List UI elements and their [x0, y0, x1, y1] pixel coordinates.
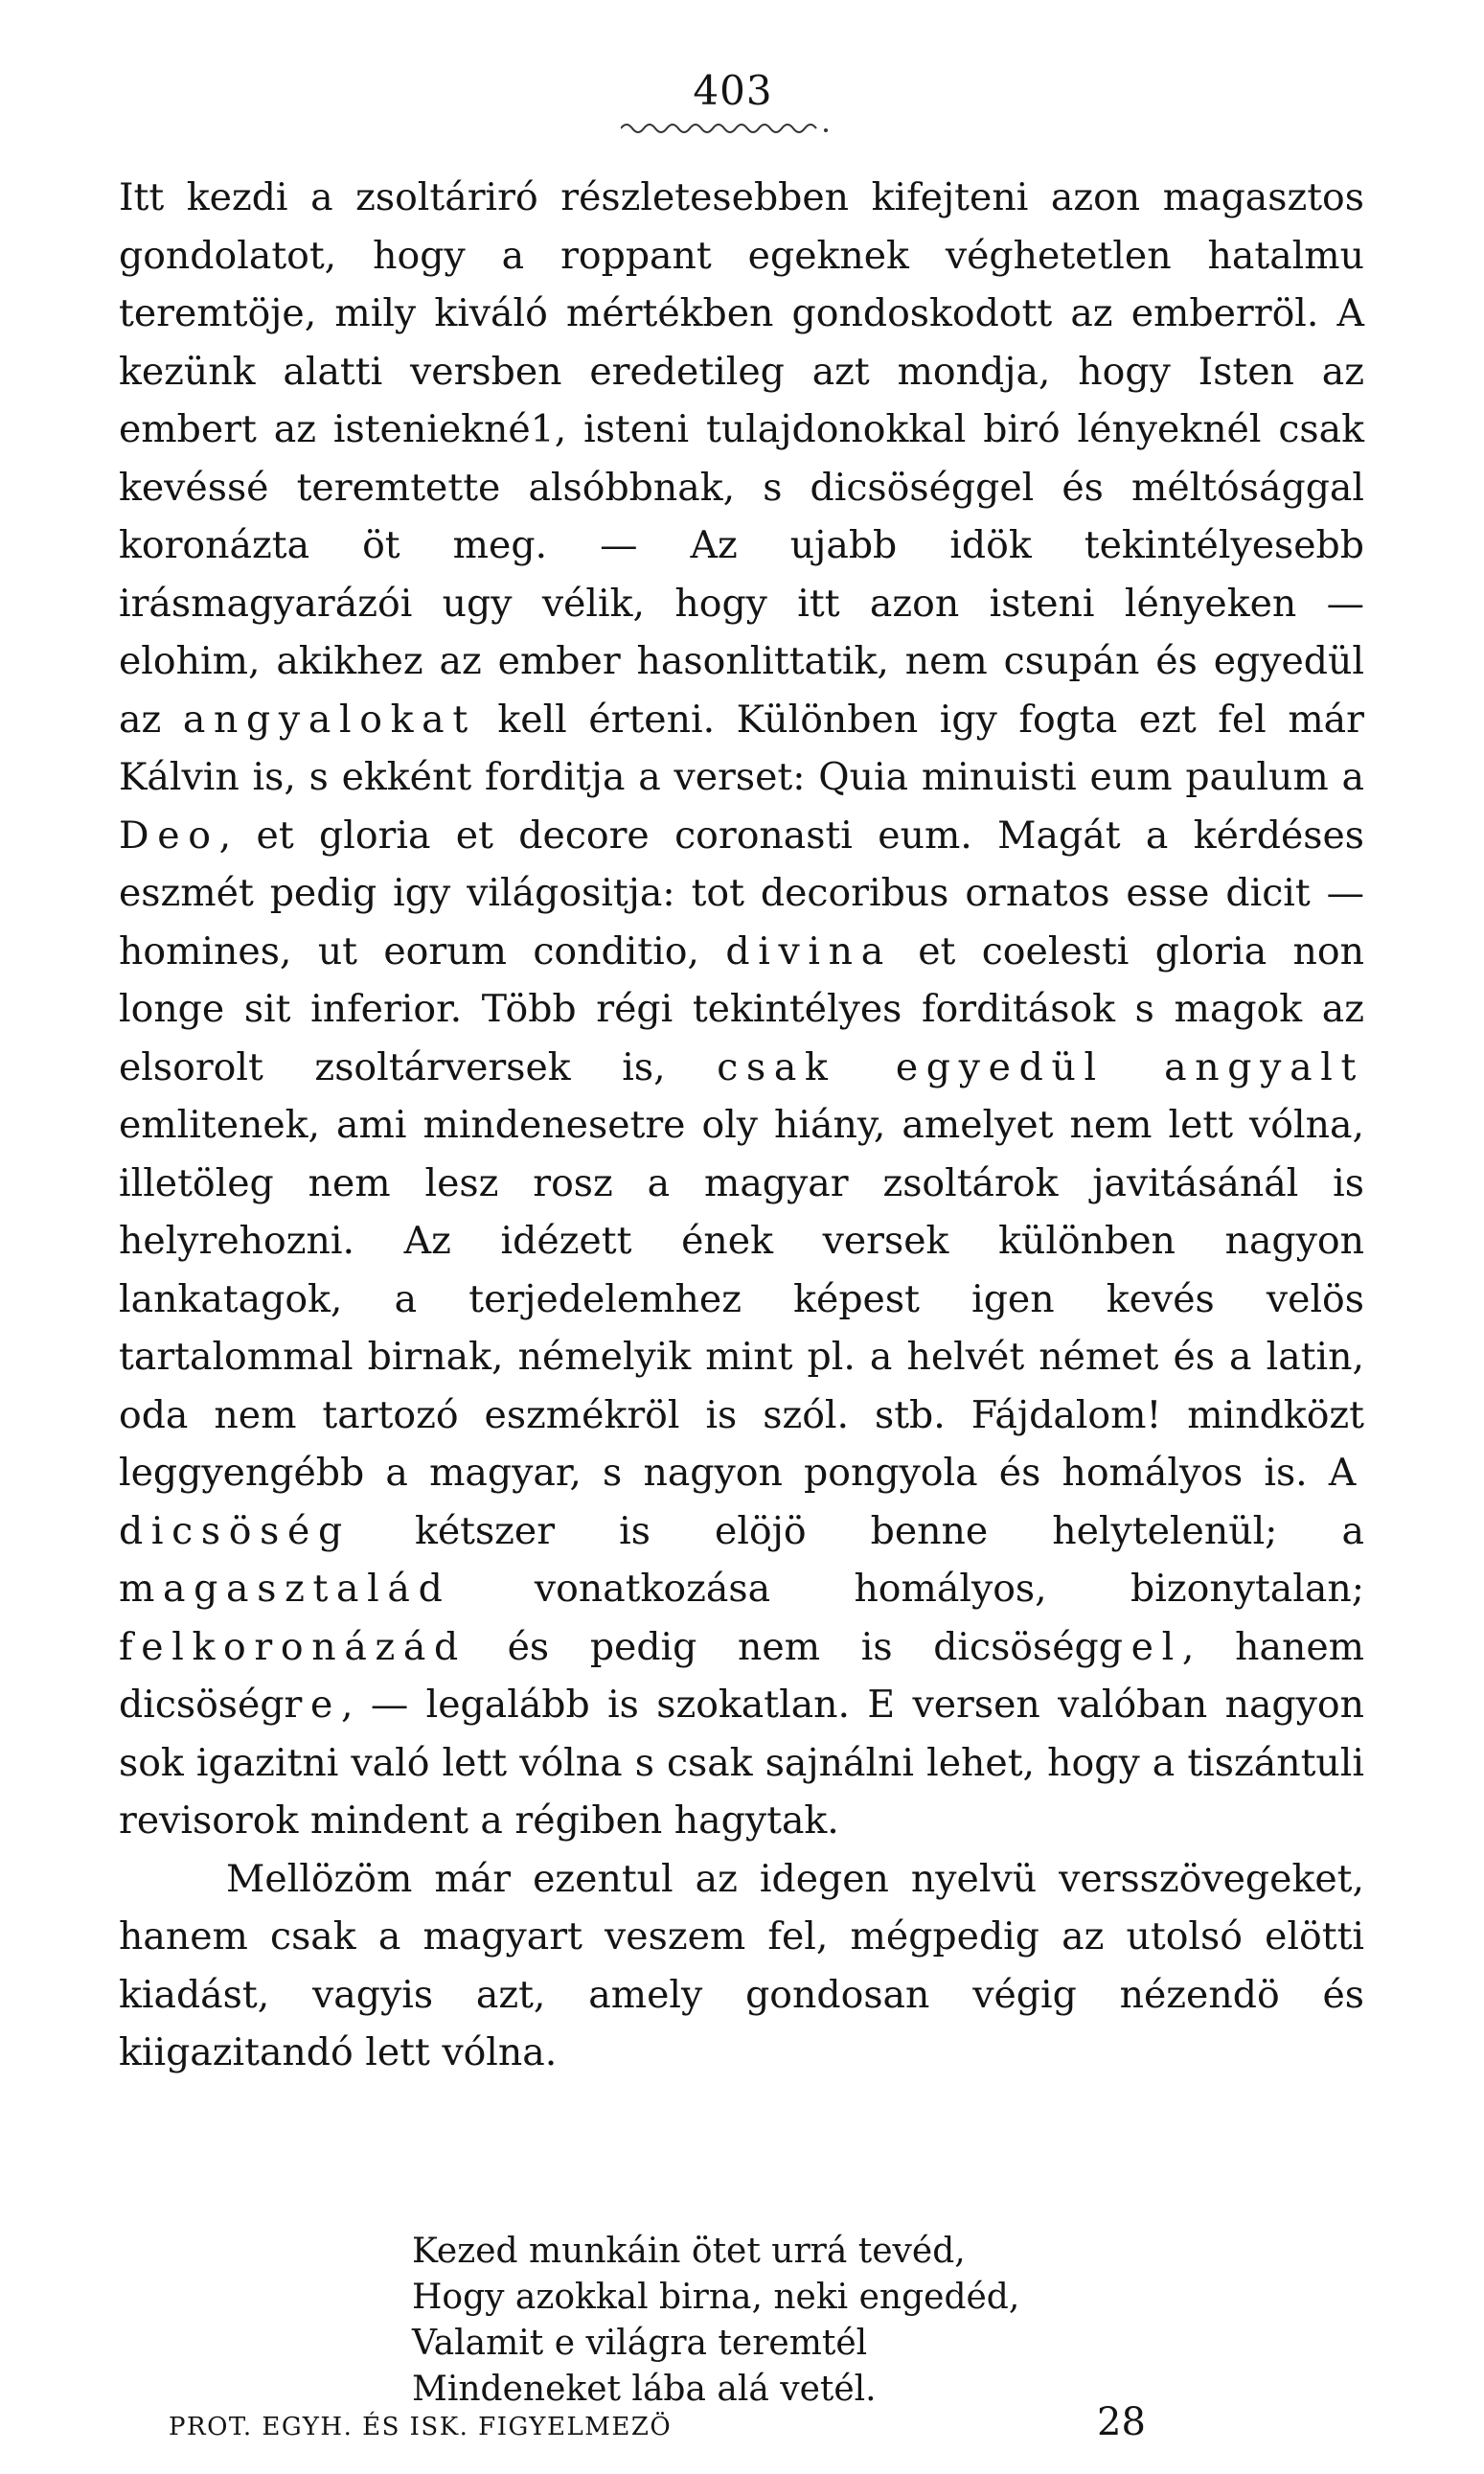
emphasis-divina: divina — [725, 928, 892, 974]
text-run: és pedig nem is dicsöség — [507, 1624, 1099, 1669]
verse-block — [412, 2229, 1019, 2413]
verse-line: Mindeneket lába alá vetél. — [412, 2370, 877, 2409]
emphasis-csak-egyedul-angyalt: csak egyedül angyalt — [717, 1044, 1364, 1089]
footer-journal-title: PROT. EGYH. ÉS ISK. FIGYELMEZÖ — [169, 2413, 673, 2441]
main-text — [119, 169, 1364, 2082]
emphasis-magasztalad: magasztalád — [119, 1567, 451, 1611]
verse-line: Kezed munkáin ötet urrá tevéd, — [412, 2232, 966, 2271]
emphasis-gel: gel — [1098, 1624, 1182, 1669]
emphasis-felkoronazad: felkoronázád — [119, 1624, 467, 1669]
page-number: 403 — [693, 67, 773, 114]
emphasis-re: re — [284, 1683, 342, 1727]
verse-line: Valamit e világra teremtél — [412, 2324, 868, 2363]
text-run: Itt kezdi a zsoltáriró részletesebben kifejteni azon magasztos gondolatot, hogy a roppant egeknek véghetetlen hatalmu teremtöje, mily kiváló mértékben gondoskodott az emberröl. A kezünk alatti versben eredetileg azt mondja, hogy Isten az embert az isteniekné1, isteni tulajdonokkal biró lényeknél csak kevéssé teremtette alsóbbnak, s dicsöséggel és méltósággal koronázta öt meg. — Az ujabb idök tekintélyesebb irásmagyarázói ugy vélik, hogy itt azon isteni lényeken — elohim, akikhez az ember hasonlittatik, nem csupán és egyedül az — [119, 175, 1364, 742]
wavy-ornament — [621, 115, 832, 138]
verse-line: Hogy azokkal birna, neki engedéd, — [412, 2278, 1020, 2317]
text-run: emlitenek, ami mindenesetre oly hiány, amelyet nem lett vólna, illetöleg nem lesz rosz a magyar zsoltárok javitásánál is helyrehozni. Az idézett ének versek különben nagyon lankatagok, a terjedelemhez képest igen kevés velös tartalommal birnak, némelyik mint pl. a helvét német és a latin, oda nem tartozó eszmékröl is szól. stb. Fájdalom! mindközt leggyengébb a magyar, s nagyon pongyola és homályos is. — [119, 1103, 1364, 1495]
text-run: , hanem dicsöség — [119, 1624, 1364, 1727]
footer-signature-number: 28 — [1097, 2400, 1146, 2444]
text-run: vonatkozása homályos, bizonytalan; — [534, 1567, 1364, 1611]
text-run: kétszer is elöjö benne helytelenül; a — [414, 1508, 1364, 1553]
paragraph-2: Mellözöm már ezentul az idegen nyelvü versszövegeket, hanem csak a magyart veszem fel, mégpedig az utolsó elötti kiadást, vagyis azt, amely gondosan végig nézendö és kiigazitandó lett vólna. — [119, 1856, 1364, 2074]
text-run: , — legalább is szokatlan. E versen valóban nagyon sok igazitni való lett vólna s csak sajnálni lehet, hogy a tiszántuli revisorok mindent a régiben hagytak. — [119, 1683, 1364, 1843]
emphasis-deo: Deo — [119, 813, 219, 858]
text-run: , et gloria et decore coronasti eum. Magát a kérdéses eszmét pedig igy világositja: tot decoribus ornatos esse dicit — homines, ut eorum conditio, — [119, 813, 1364, 974]
emphasis-angyalokat: angyalokat — [182, 697, 476, 742]
text-run: et coelesti gloria non longe sit inferior. Több régi tekintélyes forditások s magok az elsorolt zsoltárversek is, — [119, 928, 1364, 1089]
emphasis-a-dicsoseg: A dicsöség — [119, 1451, 1364, 1553]
text-run: kell érteni. Különben igy fogta ezt fel már Kálvin is, s ekként forditja a verset: Quia minuisti eum paulum a — [119, 697, 1364, 799]
paragraph-1 — [119, 169, 1364, 1850]
